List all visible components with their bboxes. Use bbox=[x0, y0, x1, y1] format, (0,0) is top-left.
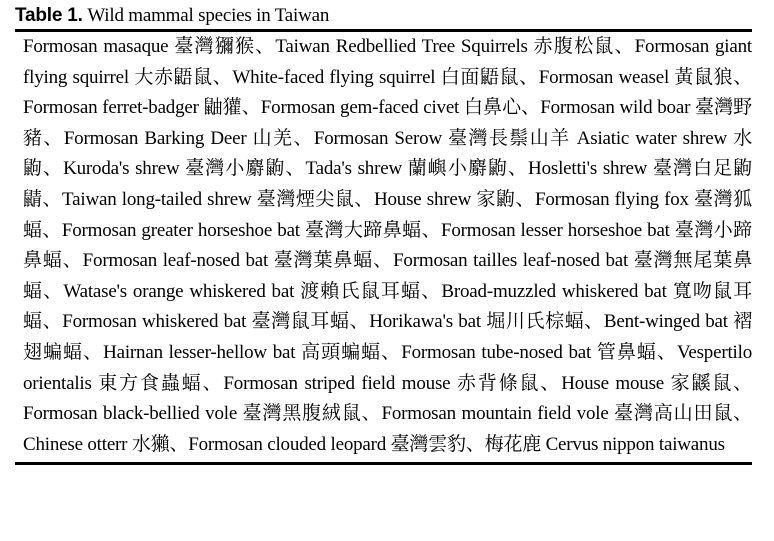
species-list: Formosan masaque 臺灣獼猴、Taiwan Redbellied Tree Squirrels 赤腹松鼠、Formosan giant flying squirrel 大赤鼯鼠、White-faced flying squirrel 白面鼯鼠、Formosan weasel 黃鼠狼、Formosan ferret-badger 鼬獾、Formosan gem-faced civet 白鼻心、Formosan wild boar 臺灣野豬、Formosan Barking Deer 山羌、Formosan Serow 臺灣長鬃山羊 Asiatic water shrew 水鼩、Kuroda's shrew 臺灣小麝鼩、Tada's shrew 蘭嶼小麝鼩、Hosletti's shrew 臺灣白足鼩鼱、Taiwan long-tailed shrew 臺灣煙尖鼠、House shrew 家鼩、Formosan flying fox 臺灣狐蝠、Formosan greater horseshoe bat 臺灣大蹄鼻蝠、Formosan lesser horseshoe bat 臺灣小蹄鼻蝠、Formosan leaf-nosed bat 臺灣葉鼻蝠、Formosan tailles leaf-nosed bat 臺灣無尾葉鼻蝠、Watase's orange whiskered bat 渡賴氏鼠耳蝠、Broad-muzzled whiskered bat 寬吻鼠耳蝠、Formosan whiskered bat 臺灣鼠耳蝠、Horikawa's bat 堀川氏棕蝠、Bent-winged bat 褶翅蝙蝠、Hairnan lesser-hellow bat 高頭蝙蝠、Formosan tube-nosed bat 管鼻蝠、Vespertilo orientalis 東方食蟲蝠、Formosan striped field mouse 赤背條鼠、House mouse 家鼷鼠、Formosan black-bellied vole 臺灣黑腹絨鼠、Formosan mountain field vole 臺灣高山田鼠、Chinese otterr 水獺、Formosan clouded leopard 臺灣雲豹、梅花鹿 Cervus nippon taiwanus bbox=[23, 36, 752, 455]
table-caption bbox=[15, 5, 752, 27]
caption-label: Table 1. bbox=[15, 5, 83, 26]
caption-text: Wild mammal species in Taiwan bbox=[87, 5, 330, 26]
bottom-rule bbox=[15, 462, 752, 465]
table-1 bbox=[15, 5, 752, 465]
